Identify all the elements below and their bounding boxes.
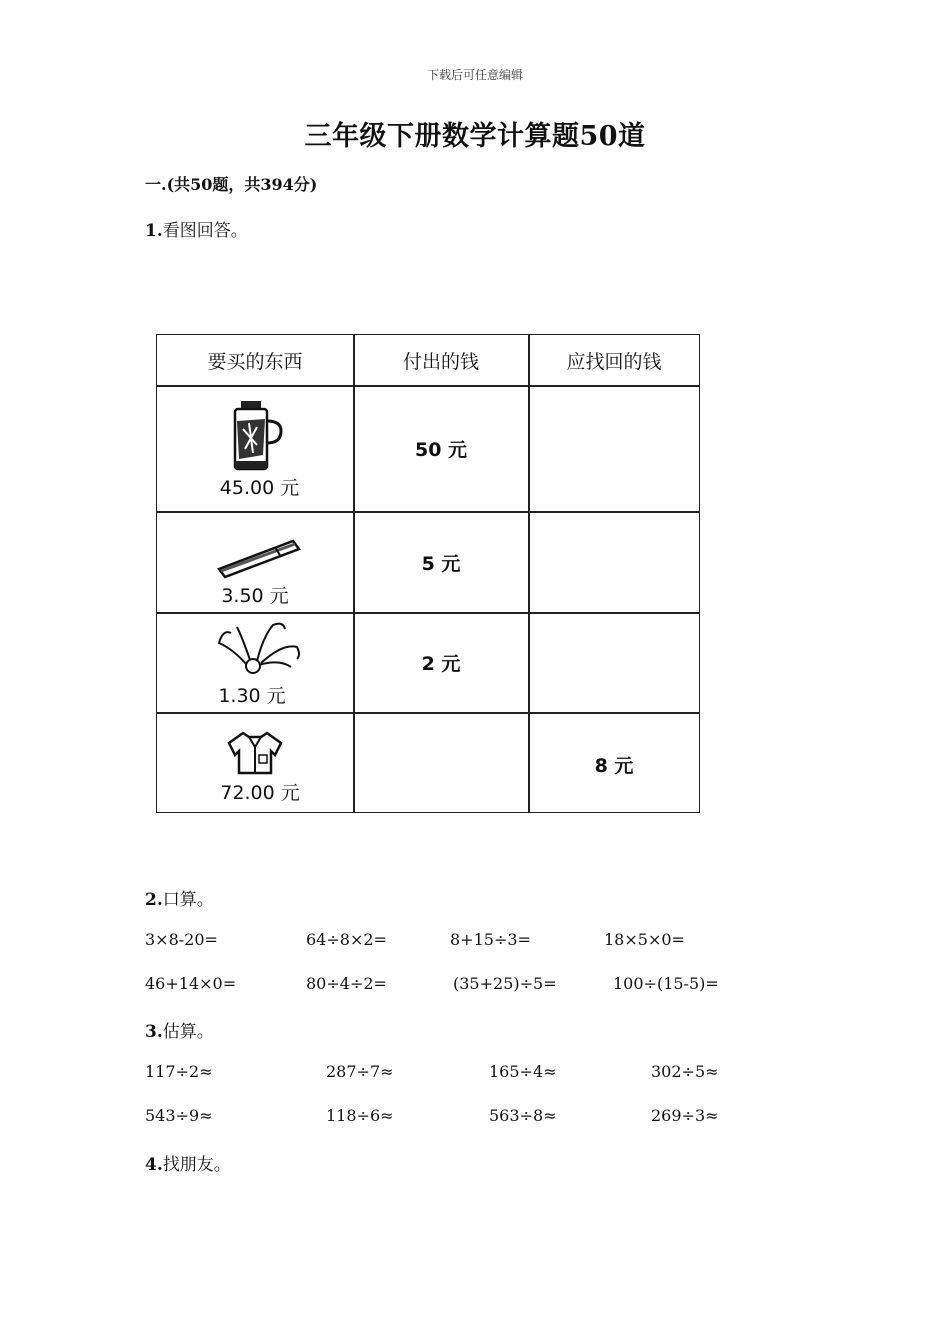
question-4-text: 找朋友。 bbox=[162, 1155, 231, 1175]
question-3-text: 估算。 bbox=[162, 1022, 214, 1042]
question-1-text: 看图回答。 bbox=[162, 221, 248, 241]
calc-item: (35+25)÷5= bbox=[453, 974, 557, 993]
paid-row-2: 5 元 bbox=[421, 553, 461, 575]
price-row-4: 72.00 元 bbox=[220, 782, 300, 804]
question-3 bbox=[145, 1017, 214, 1042]
price-row-3: 1.30 元 bbox=[218, 685, 286, 707]
calc-item: 46+14×0= bbox=[145, 974, 237, 993]
estimate-item: 117÷2≈ bbox=[145, 1062, 213, 1081]
calc-item: 64÷8×2= bbox=[306, 930, 387, 949]
question-1 bbox=[145, 216, 248, 241]
calc-item: 3×8-20= bbox=[145, 930, 218, 949]
question-1-number: 1. bbox=[145, 221, 163, 241]
section-heading: 一.(共50题，共394分) bbox=[145, 175, 318, 194]
header-paid: 付出的钱 bbox=[402, 351, 479, 373]
estimate-item: 543÷9≈ bbox=[145, 1106, 213, 1125]
calc-item: 100÷(15-5)= bbox=[613, 974, 719, 993]
price-row-1: 45.00 元 bbox=[219, 477, 300, 499]
estimate-item: 118÷6≈ bbox=[326, 1106, 394, 1125]
header-item: 要买的东西 bbox=[207, 351, 303, 373]
calc-item: 80÷4÷2= bbox=[306, 974, 387, 993]
question-2-text: 口算。 bbox=[162, 890, 214, 910]
paid-row-1: 50 元 bbox=[414, 439, 468, 461]
shopping-table bbox=[156, 334, 700, 813]
paid-row-3: 2 元 bbox=[421, 653, 461, 675]
page-title: 三年级下册数学计算题50道 bbox=[304, 121, 646, 152]
pen-icon bbox=[215, 535, 301, 581]
shirt-icon bbox=[225, 729, 285, 775]
question-2-number: 2. bbox=[145, 890, 163, 910]
question-2 bbox=[145, 885, 214, 910]
estimate-item: 302÷5≈ bbox=[651, 1062, 719, 1081]
calc-item: 18×5×0= bbox=[604, 930, 685, 949]
calc-item: 8+15÷3= bbox=[450, 930, 531, 949]
change-row-4: 8 元 bbox=[594, 755, 634, 777]
shuttlecock-icon bbox=[213, 619, 303, 675]
question-3-number: 3. bbox=[145, 1022, 163, 1042]
price-row-2: 3.50 元 bbox=[221, 585, 289, 607]
question-4-number: 4. bbox=[145, 1155, 163, 1175]
estimate-item: 287÷7≈ bbox=[326, 1062, 394, 1081]
header-note: 下载后可任意编辑 bbox=[426, 68, 523, 82]
header-change: 应找回的钱 bbox=[566, 351, 662, 373]
estimate-item: 563÷8≈ bbox=[489, 1106, 557, 1125]
estimate-item: 165÷4≈ bbox=[489, 1062, 557, 1081]
estimate-item: 269÷3≈ bbox=[651, 1106, 719, 1125]
question-4 bbox=[145, 1150, 231, 1175]
thermos-icon bbox=[227, 399, 287, 471]
